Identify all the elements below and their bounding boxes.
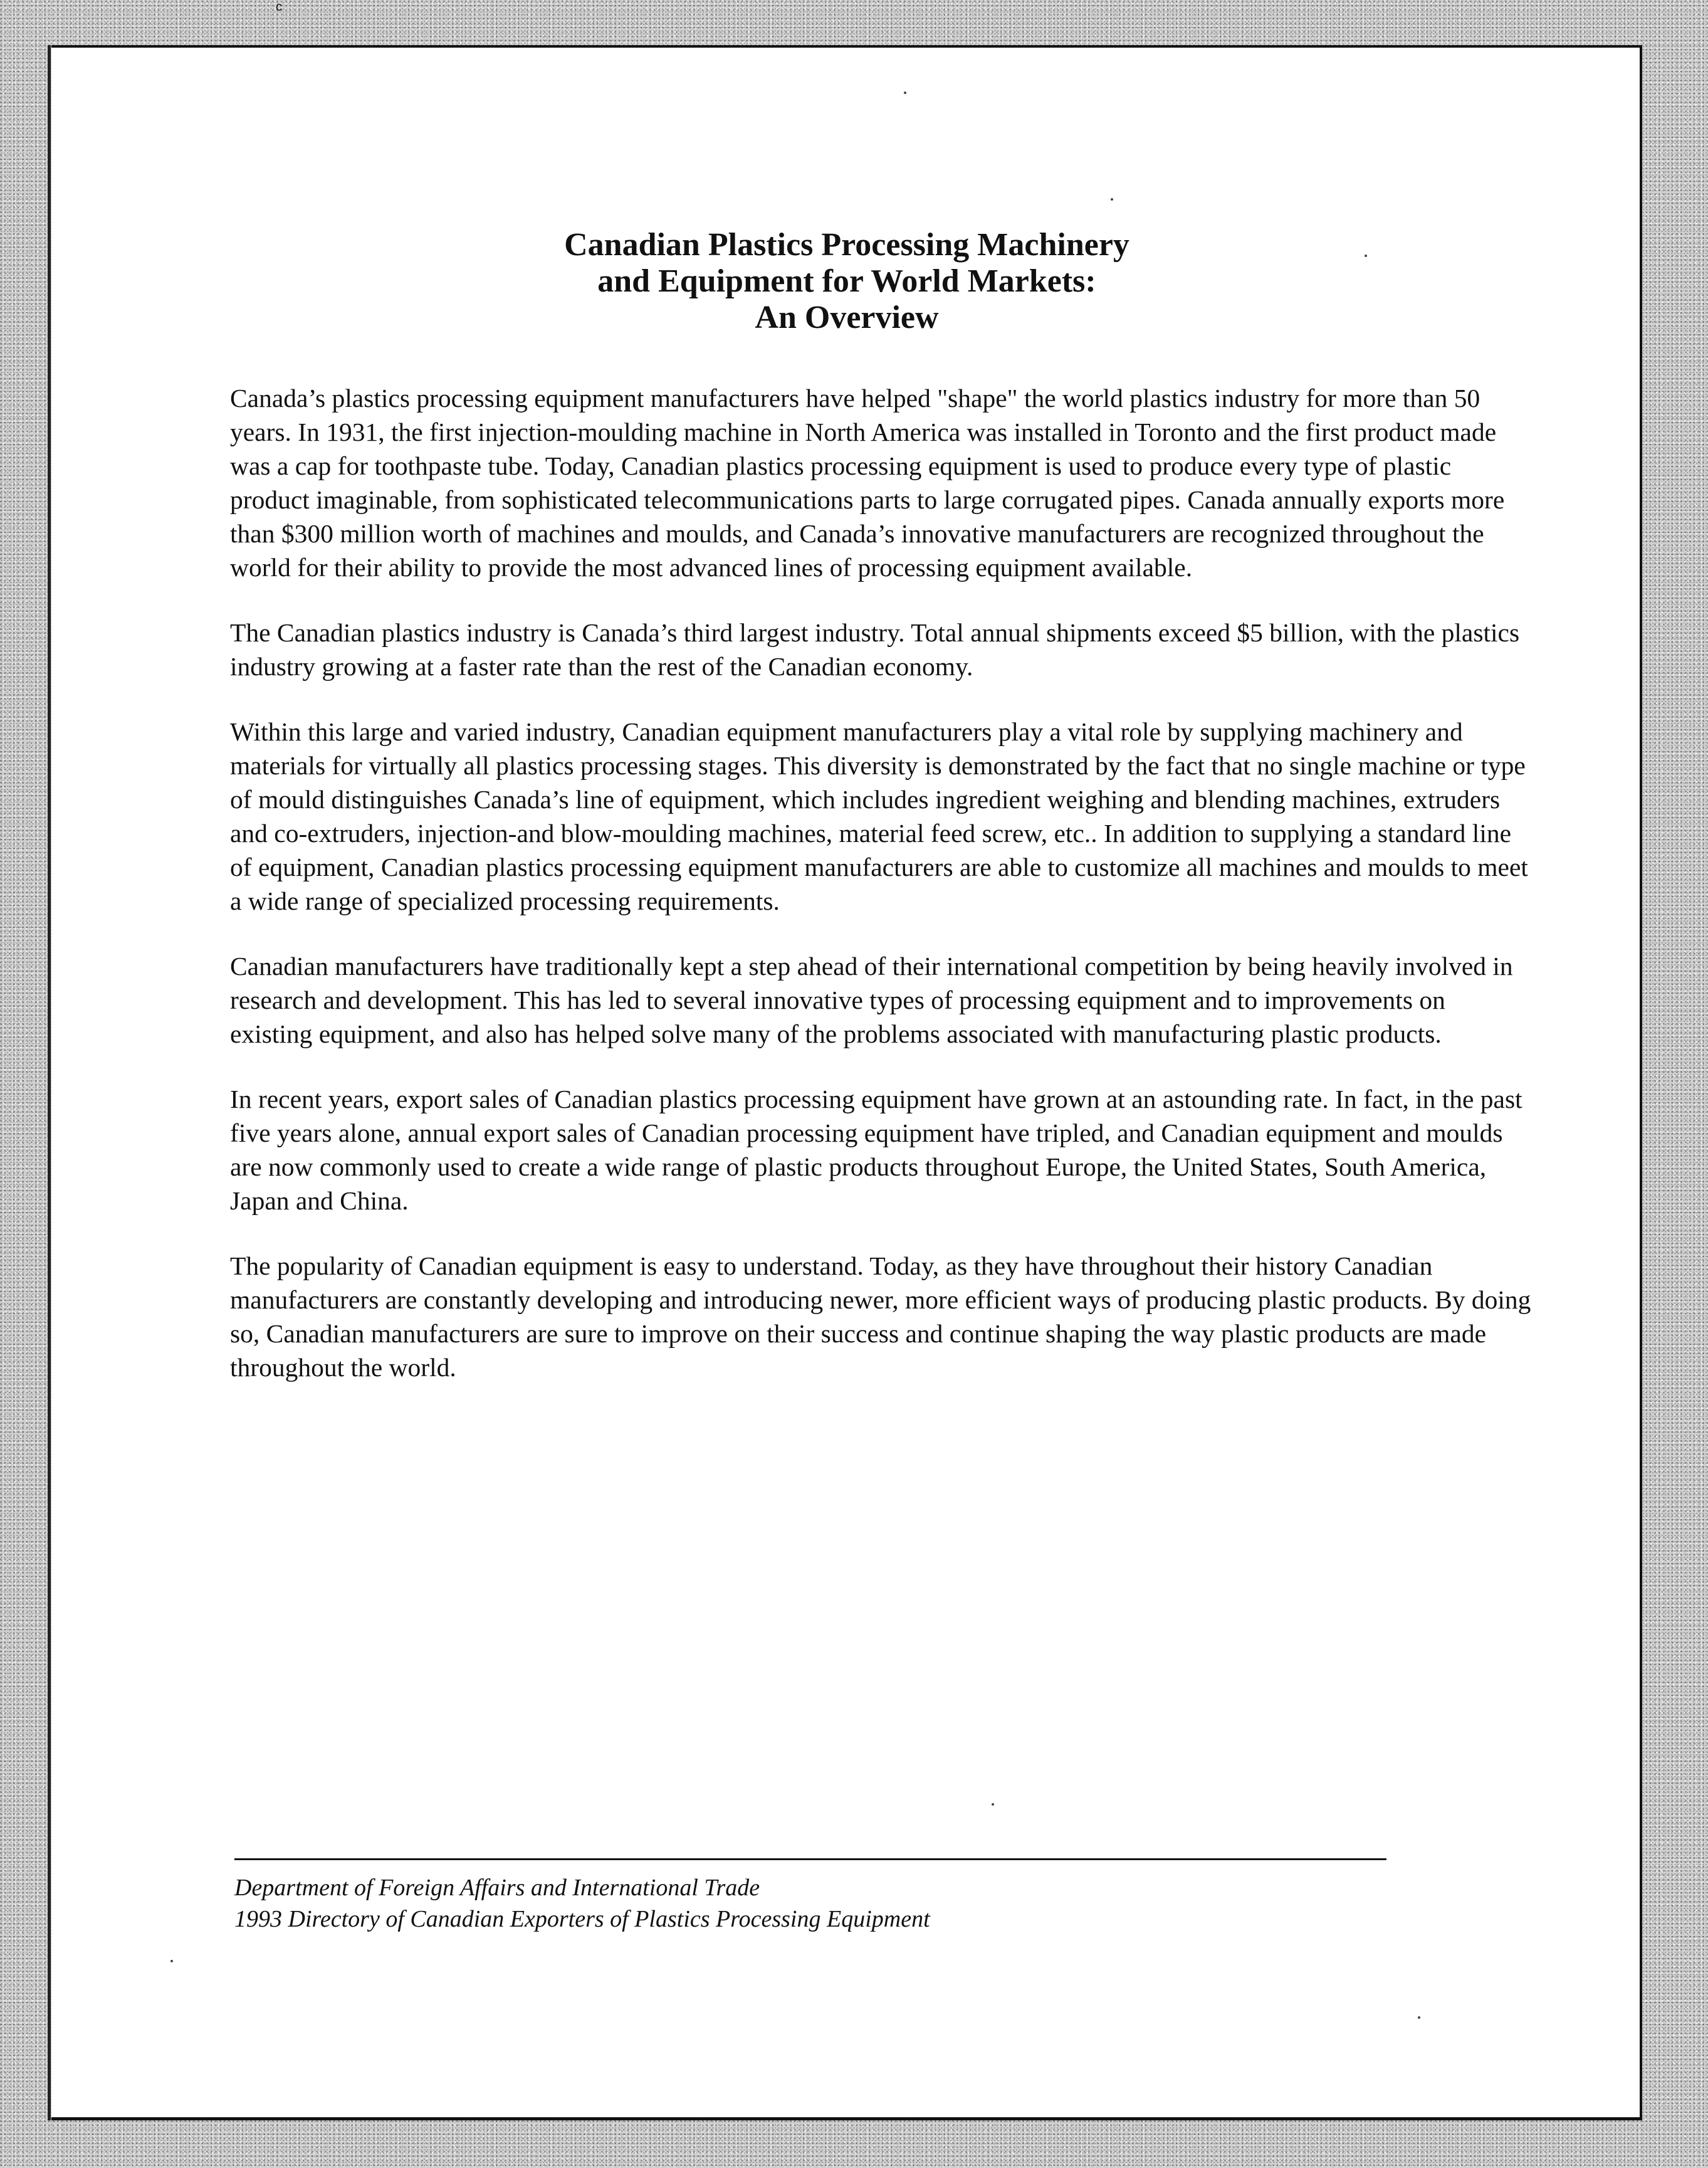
footer-divider (234, 1858, 1386, 1860)
footer-line: Department of Foreign Affairs and International Trade (234, 1875, 760, 1901)
title-line: Canadian Plastics Processing Machinery (564, 227, 1129, 263)
scan-speck (1418, 2016, 1420, 2019)
body-text (230, 381, 1534, 1416)
paragraph: Within this large and varied industry, Canadian equipment manufacturers play a vital role by supplying machinery and materials for virtually all plastics processing stages. This diversity is demonstrated by the fact that no single machine or type of mould distinguishes Canada’s line of equipment, which includes ingredient weighing and blending machines, extruders and co-extruders, injection-and blow-moulding machines, material feed screw, etc.. In addition to supplying a standard line of equipment, Canadian plastics processing equipment manufacturers are able to customize all machines and moulds to meet a wide range of specialized processing requirements. (230, 717, 1528, 915)
paragraph: Canada’s plastics processing equipment manufacturers have helped "shape" the world plastics industry for more than 50 years. In 1931, the first injection-moulding machine in North America was installed in Toronto and the first product made was a cap for toothpaste tube. Today, Canadian plastics processing equipment is used to produce every type of plastic product imaginable, from sophisticated telecommunications parts to large corrugated pipes. Canada annually exports more than $300 million worth of machines and moulds, and Canada’s innovative manufacturers are recognized throughout the world for their ability to provide the most advanced lines of processing equipment available. (230, 384, 1505, 582)
binding-edge-line (48, 45, 51, 2120)
footer-citation (234, 1872, 930, 1935)
title-line: An Overview (755, 300, 939, 335)
scan-mark: c (276, 0, 282, 14)
footer-line: 1993 Directory of Canadian Exporters of Plastics Processing Equipment (234, 1906, 930, 1932)
paragraph: The Canadian plastics industry is Canada’s third largest industry. Total annual shipments exceed $5 billion, with the plastics industry growing at a faster rate than the rest of the Canadian economy. (230, 618, 1520, 681)
scan-speck (992, 1803, 994, 1806)
scan-speck (170, 1960, 173, 1962)
scan-speck (1111, 198, 1113, 201)
paragraph: The popularity of Canadian equipment is easy to understand. Today, as they have throughout their history Canadian manufacturers are constantly developing and introducing newer, more efficient ways of producing plastic products. By doing so, Canadian manufacturers are sure to improve on their success and continue shaping the way plastic products are made throughout the world. (230, 1251, 1531, 1382)
paragraph: In recent years, export sales of Canadian plastics processing equipment have grown at an astounding rate. In fact, in the past five years alone, annual export sales of Canadian processing equipment have tripled, and Canadian equipment and moulds are now commonly used to create a wide range of plastic products throughout Europe, the United States, South America, Japan and China. (230, 1085, 1522, 1215)
document-page (51, 45, 1642, 2120)
title-line: and Equipment for World Markets: (597, 263, 1096, 299)
paragraph: Canadian manufacturers have traditionally kept a step ahead of their international competition by being heavily involved in research and development. This has led to several innovative types of processing equipment and to improvements on existing equipment, and also has helped solve many of the problems associated with manufacturing plastic products. (230, 952, 1513, 1048)
scan-speck (904, 92, 906, 94)
page-title (51, 227, 1642, 336)
